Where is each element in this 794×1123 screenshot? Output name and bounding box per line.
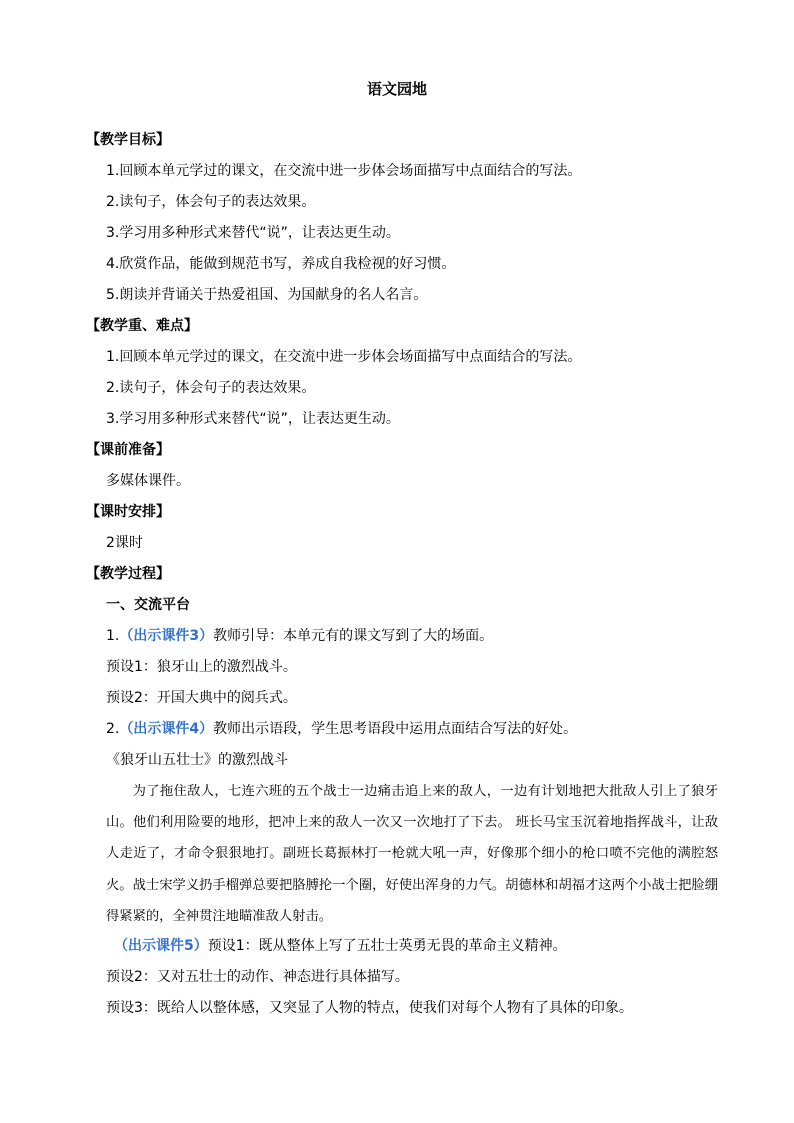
step-2-slide-tag: （出示课件4） (119, 721, 214, 737)
preset-1: 预设1：狼牙山上的激烈战斗。 (106, 659, 297, 675)
goal-item-4: 4.欣赏作品，能做到规范书写，养成自我检视的好习惯。 (106, 256, 456, 272)
goal-item-2: 2.读句子，体会句子的表达效果。 (106, 194, 316, 210)
preset-2: 预设2：开国大典中的阅兵式。 (106, 690, 297, 706)
excerpt-title: 《狼牙山五壮士》的激烈战斗 (106, 752, 288, 768)
keypoint-item-2: 2.读句子，体会句子的表达效果。 (106, 380, 316, 396)
preset-3-3: 预设3：既给人以整体感，又突显了人物的特点，使我们对每个人物有了具体的印象。 (106, 1000, 633, 1016)
page-title: 语文园地 (366, 80, 427, 98)
schedule-heading: 【课时安排】 (86, 504, 170, 520)
step-1-slide-tag: （出示课件3） (119, 628, 214, 644)
step-1 (106, 626, 493, 646)
step-1-number: 1. (106, 628, 120, 644)
step-3 (114, 936, 567, 956)
step-2-number: 2. (106, 721, 120, 737)
keypoint-item-3: 3.学习用多种形式来替代“说”，让表达更生动。 (106, 411, 400, 427)
process-heading: 【教学过程】 (86, 566, 170, 582)
goal-item-3: 3.学习用多种形式来替代“说”，让表达更生动。 (106, 225, 400, 241)
goal-item-1: 1.回顾本单元学过的课文，在交流中进一步体会场面描写中点面结合的写法。 (106, 163, 582, 179)
section-heading: 一、交流平台 (106, 597, 190, 613)
goal-item-5: 5.朗读并背诵关于热爱祖国、为国献身的名人名言。 (106, 287, 428, 303)
excerpt-paragraph: 为了拖住敌人，七连六班的五个战士一边痛击追上来的敌人，一边有计划地把大批敌人引上了狼牙山。他们利用险要的地形，把冲上来的敌人一次又一次地打了下去。 班长马宝玉沉着地指挥战斗，让敌人走近了，才命令狠狠地打。副班长葛振林打一枪就大吼一声，好像那个细小的枪口喷不完他的满腔怒火。战士宋学义扔手榴弹总要把胳膊抡一个圈，好使出浑身的力气。胡德林和胡福才这两个小战士把脸绷得紧紧的，全神贯注地瞄准敌人射击。 (106, 784, 718, 924)
step-2-text: 教师出示语段，学生思考语段中运用点面结合写法的好处。 (213, 721, 578, 737)
step-3-text: 预设1：既从整体上写了五壮士英勇无畏的革命主义精神。 (207, 938, 567, 954)
step-2 (106, 719, 577, 739)
keypoints-heading: 【教学重、难点】 (86, 318, 198, 334)
prep-heading: 【课前准备】 (86, 442, 170, 458)
preset-3-2: 预设2：又对五壮士的动作、神态进行具体描写。 (106, 969, 409, 985)
keypoint-item-1: 1.回顾本单元学过的课文，在交流中进一步体会场面描写中点面结合的写法。 (106, 349, 582, 365)
goals-heading: 【教学目标】 (86, 132, 170, 148)
step-1-text: 教师引导：本单元有的课文写到了大的场面。 (213, 628, 494, 644)
schedule-text: 2课时 (106, 535, 143, 551)
prep-text: 多媒体课件。 (106, 473, 190, 489)
step-3-slide-tag: （出示课件5） (114, 938, 208, 954)
